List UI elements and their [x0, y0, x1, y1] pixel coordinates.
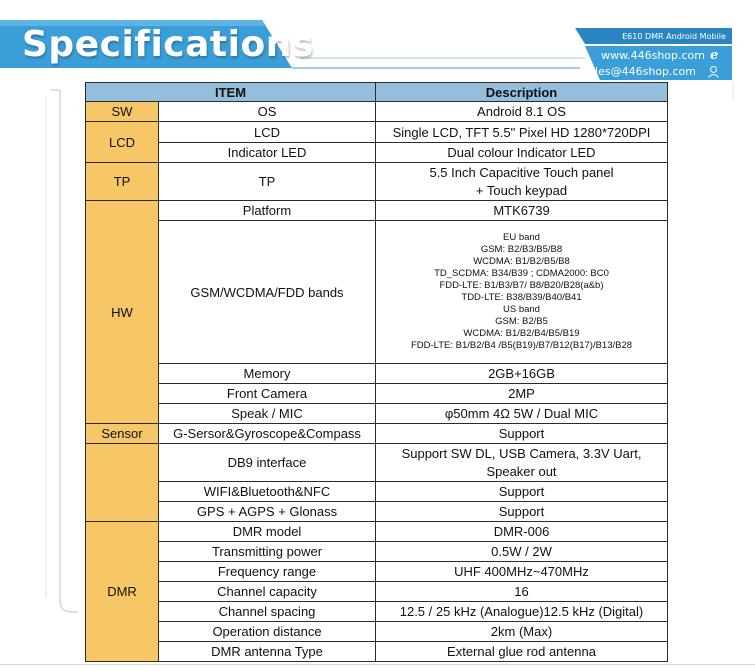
item-cell: Speak / MIC	[159, 404, 376, 424]
category-cell: DMR	[86, 522, 159, 662]
item-cell: Operation distance	[159, 622, 376, 642]
header-item: ITEM	[86, 83, 376, 102]
desc-cell: DMR-006	[376, 522, 668, 542]
table-row	[86, 122, 668, 143]
desc-line: + Touch keypad	[475, 182, 568, 198]
desc-cell: Support	[376, 502, 668, 522]
band-line: WCDMA: B1/B2/B4/B5/B19	[463, 328, 580, 339]
page-title: Specifications	[22, 24, 314, 65]
item-cell: Frequency range	[159, 562, 376, 582]
table-row	[86, 502, 668, 522]
table-row	[86, 642, 668, 662]
table-row	[86, 404, 668, 424]
band-line: GSM: B2/B3/B5/B8	[480, 244, 563, 255]
band-line: TDD-LTE: B38/B39/B40/B41	[461, 292, 582, 303]
desc-cell	[376, 444, 668, 482]
item-cell: G-Sersor&Gyroscope&Compass	[159, 424, 376, 444]
table-row	[86, 163, 668, 201]
table-row	[86, 201, 668, 221]
item-cell: Indicator LED	[159, 143, 376, 163]
table-row	[86, 364, 668, 384]
product-name: E610 DMR Android Mobile	[622, 32, 726, 41]
table-row	[86, 522, 668, 542]
header-description: Description	[376, 83, 668, 102]
band-line: GSM: B2/B5	[495, 316, 548, 327]
category-cell: TP	[86, 163, 159, 201]
item-cell: Front Camera	[159, 384, 376, 404]
table-row	[86, 622, 668, 642]
browser-icon: e	[710, 48, 719, 63]
item-cell: GPS + AGPS + Glonass	[159, 502, 376, 522]
desc-cell: 16	[376, 582, 668, 602]
category-cell: SW	[86, 102, 159, 122]
table-row	[86, 562, 668, 582]
desc-cell: 2GB+16GB	[376, 364, 668, 384]
item-cell: OS	[159, 102, 376, 122]
website-link[interactable]: www.446shop.com	[601, 49, 705, 62]
band-line: FDD-LTE: B1/B3/B7/ B8/B20/B28(a&b)	[439, 280, 604, 291]
table-row	[86, 482, 668, 502]
table-row	[86, 102, 668, 122]
desc-cell: φ50mm 4Ω 5W / Dual MIC	[376, 404, 668, 424]
band-line: FDD-LTE: B1/B2/B4 /B5(B19)/B7/B12(B17)/B13/B28	[410, 340, 633, 351]
item-cell: Transmitting power	[159, 542, 376, 562]
header-banner	[0, 0, 755, 82]
item-cell: GSM/WCDMA/FDD bands	[159, 221, 376, 364]
item-cell: DMR antenna Type	[159, 642, 376, 662]
table-row	[86, 143, 668, 163]
item-cell: Memory	[159, 364, 376, 384]
desc-cell: 12.5 / 25 kHz (Analogue)12.5 kHz (Digital)	[376, 602, 668, 622]
category-cell: HW	[86, 201, 159, 424]
item-cell: WIFI&Bluetooth&NFC	[159, 482, 376, 502]
email-link[interactable]: sales@446shop.com	[582, 65, 696, 78]
desc-cell: Support	[376, 482, 668, 502]
desc-cell: Dual colour Indicator LED	[376, 143, 668, 163]
table-row	[86, 384, 668, 404]
specifications-table	[85, 82, 668, 662]
table-row	[86, 444, 668, 482]
table-row	[86, 424, 668, 444]
item-cell: Platform	[159, 201, 376, 221]
item-cell: DMR model	[159, 522, 376, 542]
table-row	[86, 221, 668, 364]
desc-cell: External glue rod antenna	[376, 642, 668, 662]
band-list	[376, 221, 668, 364]
desc-cell: 0.5W / 2W	[376, 542, 668, 562]
band-line: TD_SCDMA: B34/B39 ; CDMA2000: BC0	[434, 268, 609, 279]
desc-line: 5.5 Inch Capacitive Touch panel	[429, 164, 614, 180]
category-cell	[86, 444, 159, 522]
item-cell: TP	[159, 163, 376, 201]
band-line: US band	[503, 304, 540, 315]
band-line: WCDMA: B1/B2/B5/B8	[473, 256, 570, 267]
contact-icon	[707, 65, 720, 78]
item-cell: DB9 interface	[159, 444, 376, 482]
desc-cell	[376, 163, 668, 201]
table-row	[86, 582, 668, 602]
category-cell: LCD	[86, 122, 159, 163]
item-cell: Channel spacing	[159, 602, 376, 622]
desc-cell: Support	[376, 424, 668, 444]
item-cell: Channel capacity	[159, 582, 376, 602]
desc-cell: Single LCD, TFT 5.5" Pixel HD 1280*720DPI	[376, 122, 668, 143]
table-row	[86, 602, 668, 622]
footer-divider	[0, 664, 755, 665]
desc-cell: 2MP	[376, 384, 668, 404]
category-cell: Sensor	[86, 424, 159, 444]
item-cell: LCD	[159, 122, 376, 143]
desc-cell: MTK6739	[376, 201, 668, 221]
table-row	[86, 542, 668, 562]
desc-cell: 2km (Max)	[376, 622, 668, 642]
desc-cell: UHF 400MHz~470MHz	[376, 562, 668, 582]
desc-line: Support SW DL, USB Camera, 3.3V Uart,	[401, 445, 642, 461]
band-line: EU band	[503, 232, 540, 243]
desc-cell: Android 8.1 OS	[376, 102, 668, 122]
desc-line: Speaker out	[486, 463, 557, 479]
